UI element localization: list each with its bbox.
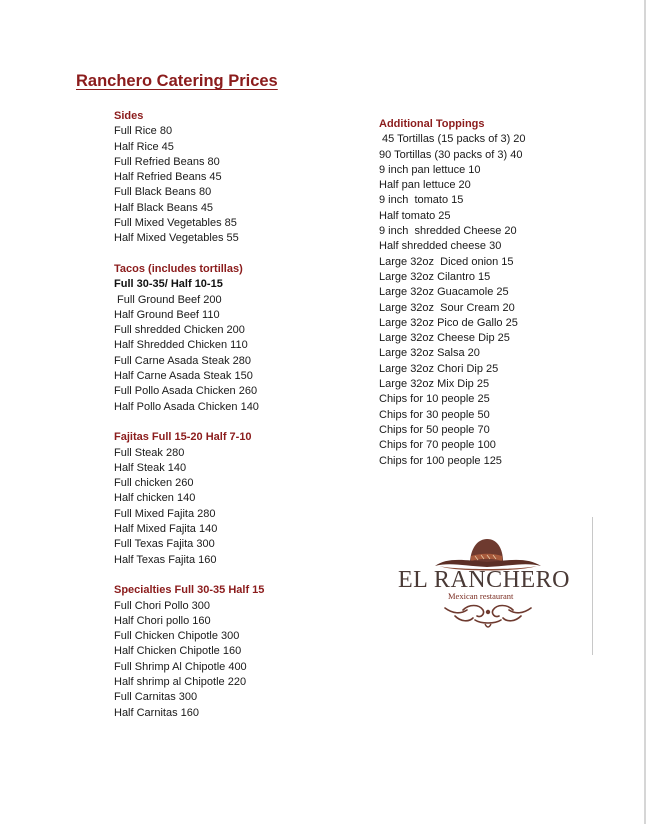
menu-item: 45 Tortillas (15 packs of 3) 20 (379, 133, 526, 146)
menu-item: Full Shrimp Al Chipotle 400 (114, 660, 247, 673)
right-column (379, 117, 579, 469)
menu-item: Half pan lettuce 20 (379, 179, 471, 192)
menu-item: Full Mixed Vegetables 85 (114, 217, 237, 230)
item-list (379, 132, 579, 469)
section-heading: Specialties Full 30-35 Half 15 (114, 584, 265, 597)
menu-item: Half tomato 25 (379, 209, 451, 222)
menu-item: Chips for 70 people 100 (379, 439, 496, 452)
menu-item: Full Pollo Asada Chicken 260 (114, 385, 258, 398)
item-list (114, 293, 354, 415)
menu-item: Full Carne Asada Steak 280 (114, 354, 251, 367)
menu-item: Half Rice 45 (114, 140, 174, 153)
menu-item: Half Mixed Fajita 140 (114, 523, 218, 536)
section-subheading: Full 30-35/ Half 10-15 (114, 278, 223, 291)
section-heading: Fajitas Full 15-20 Half 7-10 (114, 431, 252, 444)
menu-item: Large 32oz Diced onion 15 (379, 255, 514, 268)
menu-item: Half Carne Asada Steak 150 (114, 370, 253, 383)
menu-item: Half Chori pollo 160 (114, 614, 211, 627)
menu-item: Chips for 50 people 70 (379, 423, 490, 436)
menu-item: Full Mixed Fajita 280 (114, 507, 216, 520)
menu-item: Half Mixed Vegetables 55 (114, 232, 239, 245)
page-title: Ranchero Catering Prices (76, 72, 278, 90)
menu-item: Half Pollo Asada Chicken 140 (114, 400, 259, 413)
menu-item: Large 32oz Chori Dip 25 (379, 362, 499, 375)
menu-item: Full shredded Chicken 200 (114, 324, 245, 337)
item-list (114, 446, 354, 568)
menu-item: Half Steak 140 (114, 461, 187, 474)
menu-item: Full Chori Pollo 300 (114, 599, 210, 612)
menu-item: Half chicken 140 (114, 492, 196, 505)
menu-item: Chips for 100 people 125 (379, 454, 502, 467)
menu-item: 9 inch tomato 15 (379, 194, 464, 207)
menu-item: Half Chicken Chipotle 160 (114, 645, 242, 658)
menu-item: Large 32oz Salsa 20 (379, 347, 480, 360)
menu-item: Half shrimp al Chipotle 220 (114, 675, 247, 688)
item-list (114, 124, 354, 246)
menu-item: Large 32oz Mix Dip 25 (379, 378, 490, 391)
menu-item: 90 Tortillas (30 packs of 3) 40 (379, 148, 523, 161)
menu-item: Half Ground Beef 110 (114, 308, 220, 321)
spacer (114, 247, 354, 262)
spacer (114, 415, 354, 430)
menu-item: Full Texas Fajita 300 (114, 538, 215, 551)
item-list (114, 599, 354, 721)
menu-item: 9 inch pan lettuce 10 (379, 163, 481, 176)
menu-item: Full Chicken Chipotle 300 (114, 630, 240, 643)
section-heading: Additional Toppings (379, 118, 485, 130)
menu-item: Large 32oz Cheese Dip 25 (379, 332, 510, 345)
menu-item: Half Refried Beans 45 (114, 171, 222, 184)
logo-wordmark: EL RANCHERO (398, 567, 570, 593)
spacer (114, 568, 354, 583)
menu-item: Full chicken 260 (114, 477, 194, 490)
menu-item: Large 32oz Cilantro 15 (379, 270, 491, 283)
logo-divider (592, 517, 593, 655)
section-specialties (114, 583, 354, 721)
menu-item: Full Rice 80 (114, 125, 173, 138)
menu-item: Half shredded cheese 30 (379, 240, 502, 253)
menu-item: Half Black Beans 45 (114, 201, 214, 214)
menu-item: Half Texas Fajita 160 (114, 553, 217, 566)
menu-item: Full Refried Beans 80 (114, 155, 220, 168)
menu-item: Full Steak 280 (114, 446, 185, 459)
section-fajitas (114, 430, 354, 568)
menu-item: Half Carnitas 160 (114, 706, 199, 719)
menu-item: Full Black Beans 80 (114, 186, 212, 199)
section-additional-toppings (379, 117, 579, 469)
section-tacos (114, 262, 354, 415)
logo-tagline: Mexican restaurant (448, 591, 514, 601)
section-heading: Sides (114, 110, 144, 122)
menu-item: Chips for 10 people 25 (379, 393, 490, 406)
section-sides (114, 109, 354, 247)
menu-item: Full Carnitas 300 (114, 691, 198, 704)
menu-item: 9 inch shredded Cheese 20 (379, 225, 517, 238)
left-column (114, 109, 354, 721)
menu-item: Large 32oz Guacamole 25 (379, 286, 509, 299)
menu-item: Large 32oz Sour Cream 20 (379, 301, 515, 314)
menu-item: Full Ground Beef 200 (114, 293, 222, 306)
menu-item: Half Shredded Chicken 110 (114, 339, 248, 352)
section-heading: Tacos (includes tortillas) (114, 262, 243, 275)
menu-item: Chips for 30 people 50 (379, 408, 490, 421)
menu-item: Large 32oz Pico de Gallo 25 (379, 316, 518, 329)
